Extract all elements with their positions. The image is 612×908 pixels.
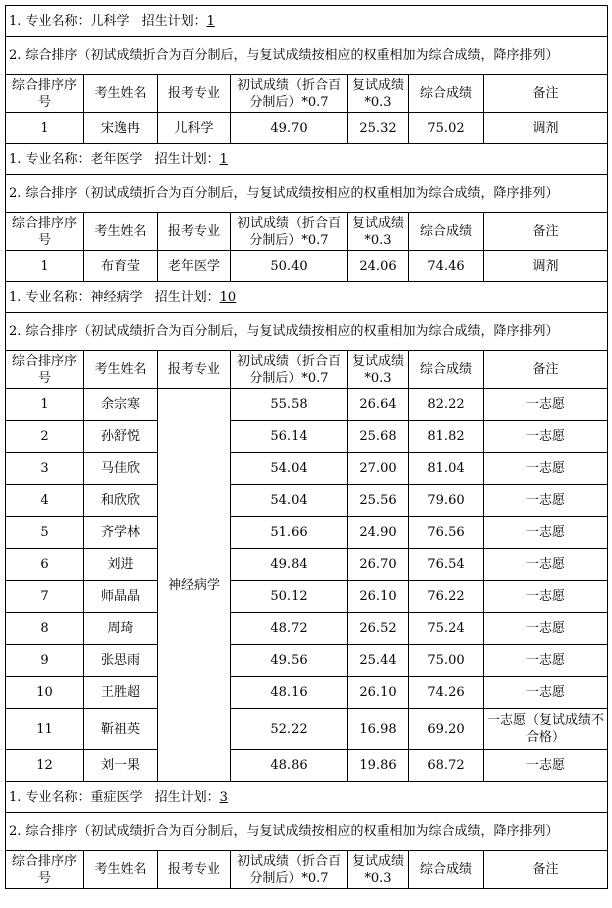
cell-rank: 3 bbox=[6, 453, 84, 485]
cell-rank: 7 bbox=[6, 581, 84, 613]
cell-total: 69.20 bbox=[409, 709, 484, 750]
cell-rank: 1 bbox=[6, 113, 84, 144]
plan-prefix: 招生计划： bbox=[154, 151, 220, 167]
cell-name: 靳祖英 bbox=[84, 709, 158, 750]
cell-name: 刘进 bbox=[84, 549, 158, 581]
ranking-note-row bbox=[6, 813, 608, 851]
cell-remark: 一志愿 bbox=[484, 581, 608, 613]
table-row bbox=[6, 421, 608, 453]
table-header-row bbox=[6, 75, 608, 113]
cell-rank: 12 bbox=[6, 750, 84, 782]
header-retest: 复试成绩*0.3 bbox=[348, 75, 409, 113]
cell-total: 81.04 bbox=[409, 453, 484, 485]
cell-initial: 49.84 bbox=[231, 549, 348, 581]
cell-remark: 一志愿 bbox=[484, 677, 608, 709]
header-remark: 备注 bbox=[484, 213, 608, 251]
cell-rank: 11 bbox=[6, 709, 84, 750]
ranking-note: 2. 综合排序（初试成绩折合为百分制后，与复试成绩按相应的权重相加为综合成绩，降序排列） bbox=[6, 175, 608, 213]
major-prefix: 1. 专业名称： bbox=[9, 13, 91, 29]
cell-total: 82.22 bbox=[409, 389, 484, 421]
header-major: 报考专业 bbox=[158, 75, 231, 113]
major-prefix: 1. 专业名称： bbox=[9, 151, 91, 167]
cell-retest: 24.06 bbox=[348, 251, 409, 282]
header-initial: 初试成绩（折合百分制后）*0.7 bbox=[231, 851, 348, 889]
cell-retest: 19.86 bbox=[348, 750, 409, 782]
table-row bbox=[6, 581, 608, 613]
header-total: 综合成绩 bbox=[409, 213, 484, 251]
cell-retest: 25.56 bbox=[348, 485, 409, 517]
cell-retest: 16.98 bbox=[348, 709, 409, 750]
cell-total: 75.24 bbox=[409, 613, 484, 645]
header-retest: 复试成绩*0.3 bbox=[348, 213, 409, 251]
cell-initial: 48.72 bbox=[231, 613, 348, 645]
header-initial: 初试成绩（折合百分制后）*0.7 bbox=[231, 351, 348, 389]
cell-total: 75.02 bbox=[409, 113, 484, 144]
cell-rank: 8 bbox=[6, 613, 84, 645]
header-rank: 综合排序序号 bbox=[6, 213, 84, 251]
cell-remark: 调剂 bbox=[484, 113, 608, 144]
cell-remark: 一志愿 bbox=[484, 453, 608, 485]
cell-remark: 一志愿 bbox=[484, 645, 608, 677]
cell-rank: 10 bbox=[6, 677, 84, 709]
cell-initial: 49.70 bbox=[231, 113, 348, 144]
table-row bbox=[6, 453, 608, 485]
cell-name: 宋逸冉 bbox=[84, 113, 158, 144]
major-name: 神经病学 bbox=[90, 289, 143, 305]
cell-initial: 49.56 bbox=[231, 645, 348, 677]
header-major: 报考专业 bbox=[158, 213, 231, 251]
table-row bbox=[6, 113, 608, 144]
header-initial: 初试成绩（折合百分制后）*0.7 bbox=[231, 213, 348, 251]
table-row bbox=[6, 517, 608, 549]
cell-initial: 52.22 bbox=[231, 709, 348, 750]
cell-remark: 一志愿 bbox=[484, 750, 608, 782]
header-retest: 复试成绩*0.3 bbox=[348, 351, 409, 389]
cell-rank: 2 bbox=[6, 421, 84, 453]
cell-total: 81.82 bbox=[409, 421, 484, 453]
header-total: 综合成绩 bbox=[409, 851, 484, 889]
major-name: 老年医学 bbox=[90, 151, 143, 167]
table-row bbox=[6, 709, 608, 750]
ranking-note-row bbox=[6, 37, 608, 75]
plan-count: 10 bbox=[219, 289, 237, 305]
table-row bbox=[6, 613, 608, 645]
header-rank: 综合排序序号 bbox=[6, 351, 84, 389]
cell-remark: 一志愿 bbox=[484, 421, 608, 453]
header-remark: 备注 bbox=[484, 351, 608, 389]
cell-initial: 50.12 bbox=[231, 581, 348, 613]
cell-rank: 9 bbox=[6, 645, 84, 677]
header-initial: 初试成绩（折合百分制后）*0.7 bbox=[231, 75, 348, 113]
header-total: 综合成绩 bbox=[409, 351, 484, 389]
cell-initial: 48.16 bbox=[231, 677, 348, 709]
cell-name: 和欣欣 bbox=[84, 485, 158, 517]
header-total: 综合成绩 bbox=[409, 75, 484, 113]
plan-prefix: 招生计划： bbox=[154, 289, 220, 305]
cell-remark: 一志愿 bbox=[484, 485, 608, 517]
cell-rank: 5 bbox=[6, 517, 84, 549]
cell-remark: 一志愿 bbox=[484, 517, 608, 549]
cell-remark: 一志愿（复试成绩不合格） bbox=[484, 709, 608, 750]
major-prefix: 1. 专业名称： bbox=[9, 289, 91, 305]
cell-initial: 56.14 bbox=[231, 421, 348, 453]
cell-name: 齐学林 bbox=[84, 517, 158, 549]
cell-remark: 一志愿 bbox=[484, 613, 608, 645]
ranking-note: 2. 综合排序（初试成绩折合为百分制后，与复试成绩按相应的权重相加为综合成绩，降序排列） bbox=[6, 813, 608, 851]
cell-rank: 1 bbox=[6, 251, 84, 282]
cell-initial: 50.40 bbox=[231, 251, 348, 282]
section-title bbox=[6, 282, 608, 313]
cell-retest: 27.00 bbox=[348, 453, 409, 485]
cell-total: 76.22 bbox=[409, 581, 484, 613]
cell-remark: 一志愿 bbox=[484, 549, 608, 581]
header-rank: 综合排序序号 bbox=[6, 75, 84, 113]
cell-retest: 25.32 bbox=[348, 113, 409, 144]
header-remark: 备注 bbox=[484, 75, 608, 113]
table-row bbox=[6, 677, 608, 709]
cell-name: 布育莹 bbox=[84, 251, 158, 282]
ranking-note-row bbox=[6, 175, 608, 213]
plan-count: 3 bbox=[219, 789, 228, 805]
header-major: 报考专业 bbox=[158, 351, 231, 389]
cell-initial: 48.86 bbox=[231, 750, 348, 782]
cell-initial: 55.58 bbox=[231, 389, 348, 421]
cell-initial: 54.04 bbox=[231, 485, 348, 517]
cell-initial: 54.04 bbox=[231, 453, 348, 485]
header-name: 考生姓名 bbox=[84, 851, 158, 889]
cell-name: 刘一果 bbox=[84, 750, 158, 782]
plan-prefix: 招生计划： bbox=[141, 13, 207, 29]
header-major: 报考专业 bbox=[158, 851, 231, 889]
cell-name: 张思雨 bbox=[84, 645, 158, 677]
cell-name: 孙舒悦 bbox=[84, 421, 158, 453]
cell-remark: 一志愿 bbox=[484, 389, 608, 421]
cell-name: 师晶晶 bbox=[84, 581, 158, 613]
section-title-row bbox=[6, 6, 608, 37]
cell-total: 74.46 bbox=[409, 251, 484, 282]
major-prefix: 1. 专业名称： bbox=[9, 789, 91, 805]
cell-retest: 26.52 bbox=[348, 613, 409, 645]
ranking-note: 2. 综合排序（初试成绩折合为百分制后，与复试成绩按相应的权重相加为综合成绩，降序排列） bbox=[6, 313, 608, 351]
cell-total: 79.60 bbox=[409, 485, 484, 517]
table-row bbox=[6, 750, 608, 782]
cell-retest: 26.10 bbox=[348, 677, 409, 709]
cell-retest: 26.70 bbox=[348, 549, 409, 581]
admission-results-table bbox=[5, 5, 608, 889]
cell-initial: 51.66 bbox=[231, 517, 348, 549]
table-header-row bbox=[6, 851, 608, 889]
cell-name: 王胜超 bbox=[84, 677, 158, 709]
cell-name: 马佳欣 bbox=[84, 453, 158, 485]
table-row bbox=[6, 389, 608, 421]
header-rank: 综合排序序号 bbox=[6, 851, 84, 889]
plan-count: 1 bbox=[219, 151, 228, 167]
major-name: 重症医学 bbox=[90, 789, 143, 805]
cell-name: 周琦 bbox=[84, 613, 158, 645]
cell-rank: 4 bbox=[6, 485, 84, 517]
header-remark: 备注 bbox=[484, 851, 608, 889]
table-row bbox=[6, 485, 608, 517]
header-name: 考生姓名 bbox=[84, 213, 158, 251]
cell-major: 老年医学 bbox=[158, 251, 231, 282]
cell-retest: 25.68 bbox=[348, 421, 409, 453]
major-name: 儿科学 bbox=[90, 13, 130, 29]
cell-total: 76.56 bbox=[409, 517, 484, 549]
plan-count: 1 bbox=[206, 13, 215, 29]
table-header-row bbox=[6, 213, 608, 251]
header-name: 考生姓名 bbox=[84, 75, 158, 113]
cell-retest: 26.64 bbox=[348, 389, 409, 421]
cell-total: 68.72 bbox=[409, 750, 484, 782]
section-title-row bbox=[6, 144, 608, 175]
section-title bbox=[6, 144, 608, 175]
cell-retest: 25.44 bbox=[348, 645, 409, 677]
header-name: 考生姓名 bbox=[84, 351, 158, 389]
cell-total: 76.54 bbox=[409, 549, 484, 581]
header-retest: 复试成绩*0.3 bbox=[348, 851, 409, 889]
cell-rank: 1 bbox=[6, 389, 84, 421]
table-row bbox=[6, 251, 608, 282]
table-row bbox=[6, 549, 608, 581]
cell-total: 75.00 bbox=[409, 645, 484, 677]
cell-name: 余宗寒 bbox=[84, 389, 158, 421]
cell-total: 74.26 bbox=[409, 677, 484, 709]
cell-remark: 调剂 bbox=[484, 251, 608, 282]
cell-rank: 6 bbox=[6, 549, 84, 581]
plan-prefix: 招生计划： bbox=[154, 789, 220, 805]
ranking-note: 2. 综合排序（初试成绩折合为百分制后，与复试成绩按相应的权重相加为综合成绩，降序排列） bbox=[6, 37, 608, 75]
cell-retest: 24.90 bbox=[348, 517, 409, 549]
table-header-row bbox=[6, 351, 608, 389]
ranking-note-row bbox=[6, 313, 608, 351]
section-title-row bbox=[6, 782, 608, 813]
section-title bbox=[6, 6, 608, 37]
cell-retest: 26.10 bbox=[348, 581, 409, 613]
section-title bbox=[6, 782, 608, 813]
cell-major: 儿科学 bbox=[158, 113, 231, 144]
section-title-row bbox=[6, 282, 608, 313]
cell-major-merged: 神经病学 bbox=[158, 389, 231, 782]
table-row bbox=[6, 645, 608, 677]
